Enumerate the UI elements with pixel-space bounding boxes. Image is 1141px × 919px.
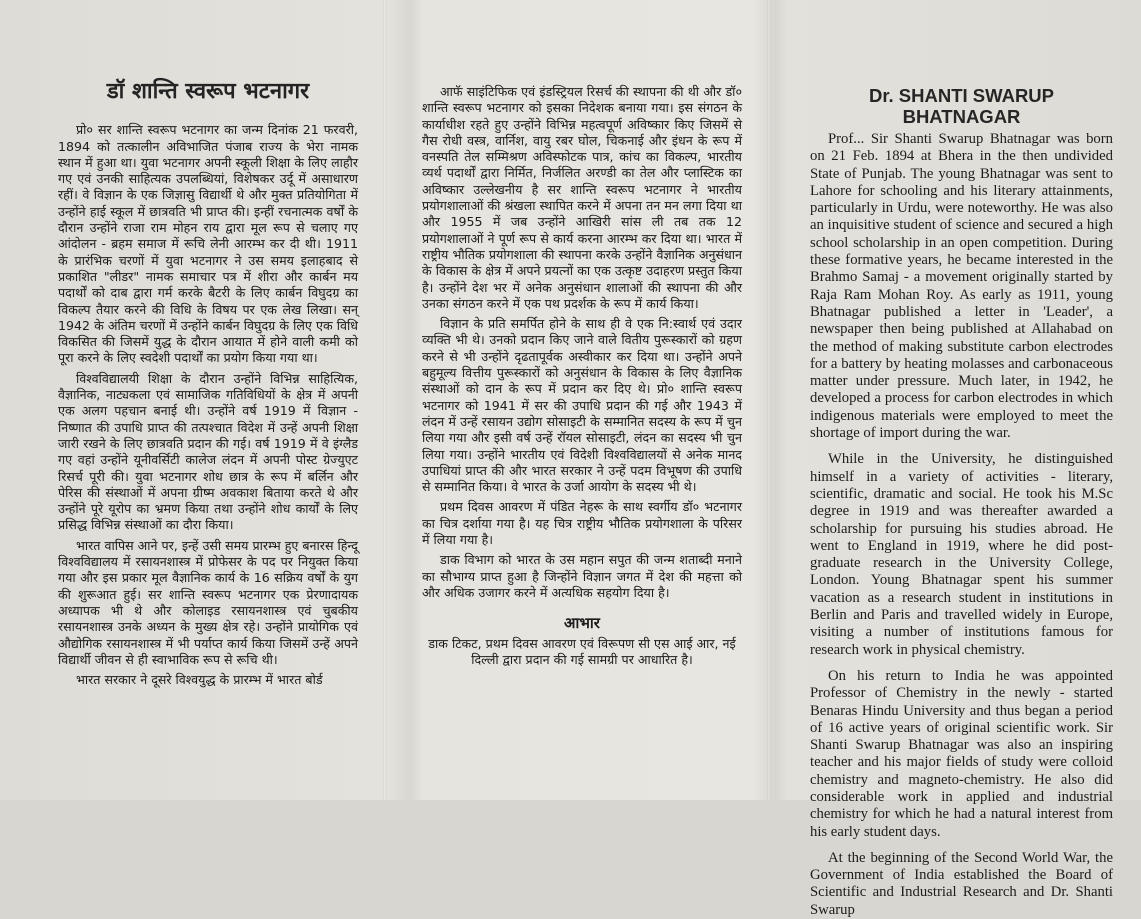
english-paragraph-3: On his return to India he was appointed Professor of Chemistry in the newly - started Benaras Hindu University and thus began a period of 16 active years of original scientific work. Sir Shanti Swarup Bhatnagar was also an inspiring teacher and his major fields of study were colloid chemistry and magneto-chemistry. He also did considerable work in applied and industrial chemistry for which he had a natural interest from his early student days. (810, 667, 1113, 840)
hindi-paragraph-4: भारत सरकार ने दूसरे विश्वयुद्ध के प्रारम्भ में भारत बोर्ड (76, 672, 323, 688)
english-paragraph-4: At the beginning of the Second World War, the Government of India established the Board of Scientific and Industrial Research and Dr. Shanti Swarup (810, 849, 1113, 918)
hindi-col2-paragraph-2: विज्ञान के प्रति समर्पित होने के साथ ही वे एक नि:स्वार्थ एवं उदार व्यक्ति भी थे। उनको प्रदान किए जाने वाले वितीय पुरूस्कारों को ग्रहण करने से भी उन्होंने दृढतापूर्वक अस्वीकार कर दिया था। उन्होंने अपने बहुमूल्य वित्तीय पुरूस्कारों को अनुसंधान के विकास के लिए वैज्ञानिक संस्थाओं को दान के रूप में प्रदान कर दिए थे। प्रो० शान्ति स्वरूप भटनागर को 1941 में सर की उपाधि प्रदान की गई और 1943 में लंदन में उन्हें रसायन उद्योग सोसाइटी के सम्मानित सदस्य के रूप में चुन लिया गया और इसी वर्ष उन्हें रॉयल सोसाइटी, लंदन का सदस्य भी चुन लिया गया। उन्होंने भारतीय एवं विदेशी विश्वविद्यालयों से अनेक मानद उपाधियां प्राप्त की और भारत सरकार ने उन्हें पदम विभूषण की उपाधि से सम्मानित किया। वे भारत के उर्जा आयोग के सदस्य भी थे। (422, 316, 742, 495)
english-title-line-1: Dr. SHANTI SWARUP (868, 85, 1055, 106)
hindi-column-1 (58, 79, 358, 800)
acknowledgement-text: डाक टिकट, प्रथम दिवस आवरण एवं विरूपण सी एस आई आर, नई दिल्ली द्वारा प्रदान की गई सामग्री पर आधारित है। (428, 635, 736, 667)
acknowledgement-title: आभार (564, 614, 600, 633)
hindi-paragraph-1: प्रो० सर शान्ति स्वरूप भटनागर का जन्म दिनांक 21 फरवरी, 1894 को तत्कालीन अविभाजित पंजाब राज्य के भेरा नामक स्थान में हुआ था। युवा भटनागर अपनी स्कूली शिक्षा के लिए लाहौर गए एवं उनकी साहित्यक उपलब्धियां, विशेषकर उर्दू में असाधारण रहीं। वे विज्ञान के एक जिज्ञासु विद्यार्थी थे और मुक्त प्रतियोगिता में उन्होंने हाई स्कूल में छात्रवति भी प्राप्त की। इन्हीं रचनात्मक वर्षों के दौरान उन्होंने राजा राम मोहन राय द्वारा मूल रूप से चलाए गए आंदोलन - ब्रहम समाज में रूचि लेनी आरम्भ कर दी थी। 1911 के प्रारंभिक चरणों में युवा भटनागर ने उस समय इलाहबाद से प्रकाशित "लीडर" नामक समाचार पत्र में शीरा और कार्बन मय पदार्थों को दाब द्वारा गर्म करके बैटरी के लिए कार्बन विघुदग्र का विकल्प तैयार करने की विधि के विषय पर एक लेख लिखा। सन् 1942 के अंतिम चरणों में उन्होंने कार्बन विघुदग्र के लिए एक विधि विकसित की जिसमें युद्ध के दौरान आयात में होने वाली कमी को पूरा करने के लिए स्वदेशी पदार्थों का प्रयोग किया गया था। (58, 122, 358, 366)
hindi-paragraph-3: भारत वापिस आने पर, इन्हें उसी समय प्रारम्भ हुए बनारस हिन्दू विश्वविद्यालय में रसायनशास्त्र में प्रोफेसर के पद पर नियुक्त किया गया और इस प्रकार मूल वैज्ञानिक कार्य के 16 सक्रिय वर्षों के युग की शुरूआत हुई। सर शान्ति स्वरूप भटनागर एक प्रेरणादायक अध्यापक भी थे और कोलाइड रसायनशास्त्र एवं चुबकीय रसायनशास्त्र उनके अध्यन के मुख्य क्षेत्र रहे। उन्होंने प्रायोगिक एवं औद्योगिक रसायनशास्त्र में भी पर्याप्त कार्य किया जिसमें उन्हें अपने विद्यार्थी जीवन से ही स्वाभाविक रूप से रूचि थी। (58, 537, 358, 667)
english-title (810, 85, 1113, 127)
english-paragraph-2: While in the University, he distinguished himself in a variety of activities - literary, scientific, dramatic and social. He took his M.Sc degree in 1919 and was thereafter awarded a scholarship for pursuing his studies abroad. He went to England in 1919, where he did post-graduate research in the University College, London. Young Bhatnagar spent his summer vacation as a research student in institutions in Berlin and Paris and travelled widely in Europe, visiting a number of institutions famous for research work in physical chemistry. (810, 451, 1113, 658)
hindi-col2-paragraph-3: प्रथम दिवस आवरण में पंडित नेहरू के साथ स्वर्गीय डॉ० भटनागर का चित्र दर्शाया गया है। यह चित्र राष्ट्रीय भौतिक प्रयोगशाला के परिसर में लिया गया है। (422, 499, 742, 548)
hindi-col2-paragraph-4: डाक विभाग को भारत के उस महान सपुत की जन्म शताब्दी मनाने का सौभाग्य प्राप्त हुआ है जिन्होंने विज्ञान जगत में देश की महत्ता को और अधिक उजागर करने में अत्यधिक सहयोग दिया है। (422, 552, 742, 600)
english-title-line-2: BHATNAGAR (902, 106, 1021, 127)
fold-line-right (767, 0, 771, 800)
english-paragraph-1: Prof... Sir Shanti Swarup Bhatnagar was born on 21 Feb. 1894 at Bhera in the then undivided State of Punjab. The young Bhatnagar was sent to Lahore for schooling and his literary attainments, particularly in Urdu, were noteworthy. He was also an inquisitive student of science and secured a high school scholarship in an open competition. During these formative years, he became interested in the Brahmo Samaj - a movement originally started by Raja Ram Mohan Roy. As early as 1911, young Bhatnagar published a letter in 'Leader', a newspaper then being published at Allahabad on the method of making substitute carbon electrodes for a battery by heating molasses and carbonaceous matter under pressure. Much later, in 1942, he developed a process for carbon electrodes in which indigenous materials were employed to meet the shortage of import during the war. (810, 131, 1113, 442)
fold-line-left (383, 0, 387, 800)
hindi-paragraph-2: विश्वविद्यालयी शिक्षा के दौरान उन्होंने विभिन्न साहित्यिक, वैज्ञानिक, नाट्यकला एवं सामाजिक गतिविधियों के क्षेत्र में अपनी एक अलग पहचान बनाई थी। उन्होंने वर्ष 1919 में विज्ञान - निष्णात की उपाधि प्राप्त की तत्पश्चात विदेश में उन्हें अपनी शिक्षा जारी रखने के लिए छात्रवति प्रदान की गई। वर्ष 1919 में वे इंग्लैड गए वहां उन्होंने यूनीवर्सिटी कालेज लंदन में अपनी पोस्ट ग्रेज्युएट रिसर्च पूरी की। युवा भटनागर शोध छात्र के रूप में बर्लिन और पेरिस की संस्थाओं में अपना ग्रीष्म अवकाश बिताया करते थे और उन्होंने पूरे यूरोप का भ्रमण किया तथा उन्होंने शोध कार्यों के लिए प्रसिद्ध विभिन्न संस्थाओं का दौरा किया। (58, 370, 358, 533)
hindi-col2-paragraph-1: आफॅ साइंटिफिक एवं इंडस्ट्रियल रिसर्च की स्थापना की थी और डॉ० शान्ति स्वरूप भटनागर को इसका निदेशक बनाया गया। इस संगठन के कार्याधीश रहते हुए उन्होंने विभिन्न महत्वपूर्ण अविष्कार किए जिसमें से गैस रोधी वस्त्र, वार्निश, वायु रबर घोल, चिकनाई और इंधन के रूप में वनस्पति तेल सम्मिश्रण अविस्फोटक पात्र, कांच का विकल्प, भारतीय व्यर्थ पदार्थों द्वारा निर्मित, निर्जलित अरण्डी का तेल और प्लास्टिक का अविष्कार उल्लेखनीय है सर शान्ति स्वरूप भटनागर ने भारतीय प्रयोगशालाओं की श्रंखला स्थापित करने में अपना तन मन लगा दिया था और 1955 में जब उन्होंने आखिरी सांस ली तब तक 12 प्रयोगशालाओं ने पूर्ण रूप से कार्य करना आरम्भ कर दिया था। भारत में राष्ट्रीय भौतिक प्रयोगशाला की स्थापना करके उन्होंने वैज्ञानिक अनुसंधान के विकास के क्षेत्र में अपने प्रयत्नों का एक उत्कृष्ट उदाहरण प्रस्तुत किया है। उन्होंने देश भर में अनेक अनुसंधान शालाओं की स्थापना की और उनका संगठन करने में एक पथ प्रदर्शक के रूप में कार्य किया। (422, 84, 742, 311)
hindi-column-2 (422, 84, 742, 800)
english-column (810, 85, 1113, 918)
hindi-title: डॉ शान्ति स्वरूप भटनागर (106, 79, 310, 104)
